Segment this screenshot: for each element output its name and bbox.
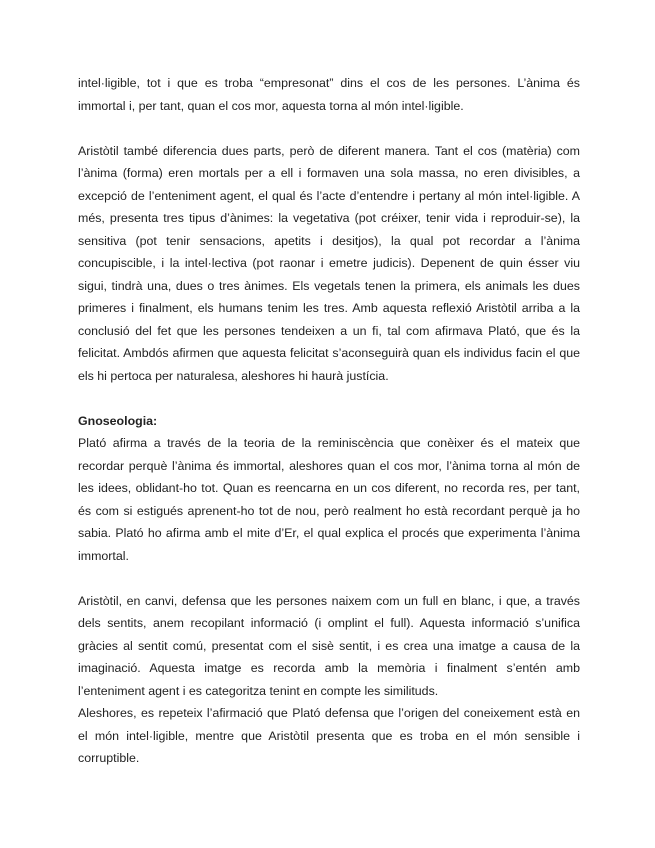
- paragraph-aristotil-knowledge: Aristòtil, en canvi, defensa que les persones naixem com un full en blanc, i que, a través dels sentits, anem recopilant informació (i omplint el full). Aquesta informació s’unifica gràcies al sentit comú, presentat com el sisè sentit, i es crea una imatge a causa de la imaginació. Aquesta imatge es recorda amb la memòria i finalment s’entén amb l’enteniment agent i es categoritza tenint en compte les similituds.: [78, 593, 580, 698]
- paragraph-gap: [78, 117, 580, 140]
- paragraph-plato-knowledge: Plató afirma a través de la teoria de la reminiscència que conèixer és el mateix que recordar perquè l’ànima és immortal, aleshores quan el cos mor, l’ànima torna al món de les idees, oblidant-ho tot. Quan es reencarna en un cos diferent, no recorda res, per tant, és com si estigués aprenent-ho tot de nou, però realment ho està recordant perquè ja ho sabia. Plató ho afirma amb el mite d’Er, el qual explica el procés que experimenta l’ànima immortal.: [78, 436, 580, 563]
- paragraph-plato-soul: intel·ligible, tot i que es troba “empresonat” dins el cos de les persones. L’ànima és immortal i, per tant, quan el cos mor, aquesta torna al món intel·ligible.: [78, 76, 580, 113]
- paragraph-aristotil-soul: Aristòtil també diferencia dues parts, però de diferent manera. Tant el cos (matèria) com l’ànima (forma) eren mortals per a ell i formaven una sola massa, no eren divisibles, a excepció de l’enteniment agent, el qual és l’acte d’entendre i pertany al món intel·ligible. A més, presenta tres tipus d’ànimes: la vegetativa (pot créixer, tenir vida i reproduir-se), la sensitiva (pot tenir sensacions, apetits i desitjos), la qual pot recordar a l’ànima concupiscible, i la intel·lectiva (pot raonar i emetre judicis). Depenent de quin ésser viu sigui, tindrà una, dues o tres ànimes. Els vegetals tenen la primera, els animals les dues primeres i finalment, els humans tenim les tres. Amb aquesta reflexió Aristòtil arriba a la conclusió del fet que les persones tendeixen a un fi, tal com afirmava Plató, que és la felicitat. Ambdós afirmen que aquesta felicitat s’aconseguirà quan els individus facin el que els hi pertoca per naturalesa, aleshores hi haurà justícia.: [78, 143, 580, 383]
- paragraph-conclusion: Aleshores, es repeteix l’afirmació que Plató defensa que l’origen del coneixement està en el món intel·ligible, mentre que Aristòtil presenta que es troba en el món sensible i corruptible.: [78, 706, 580, 765]
- section-heading-gnoseologia: Gnoseologia:: [78, 413, 158, 428]
- paragraph-gap: [78, 567, 580, 590]
- paragraph-gap: [78, 387, 580, 410]
- document-page: [78, 72, 580, 770]
